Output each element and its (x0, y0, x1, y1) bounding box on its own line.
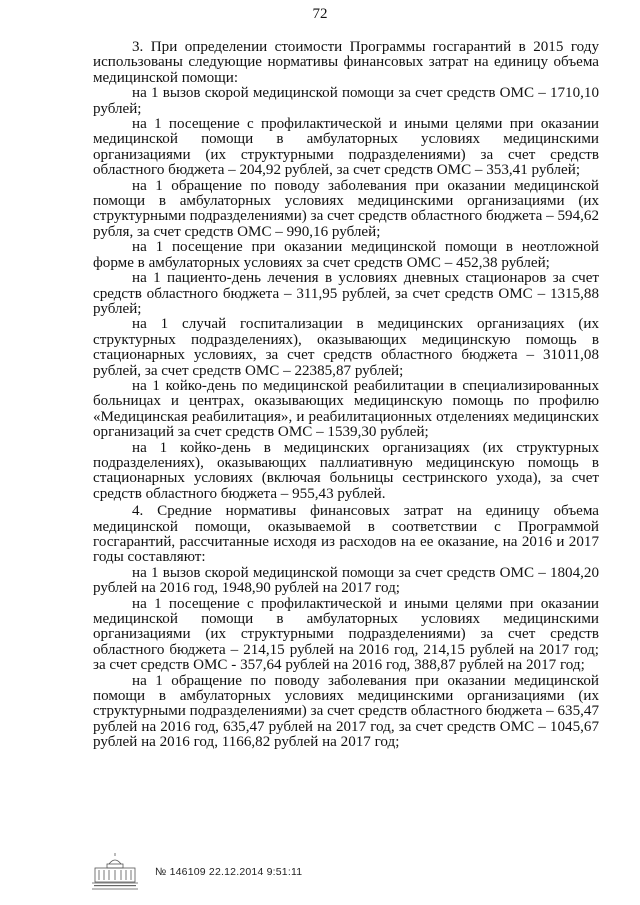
paragraph-item: на 1 обращение по поводу заболевания при оказании медицинской помощи в амбулаторных условиях медицинскими организациями (их структурными подразделениями) за счет средств областного бюджета – 594,62 рубля, за счет средств ОМС – 990,16 рублей; (93, 177, 599, 240)
paragraph-item: на 1 койко-день в медицинских организациях (их структурных подразделениях), оказывающих паллиативную медицинскую помощь в стационарных условиях (включая больницы сестринского ухода), за счет средств областного бюджета – 955,43 рублей. (93, 439, 599, 502)
paragraph-item: на 1 посещение с профилактической и иными целями при оказании медицинской помощи в амбулаторных условиях медицинскими организациями (их структурными подразделениями) за счет средств областного бюджета – 214,15 рублей на 2016 год, 214,15 рублей на 2017 год; за счет средств ОМС - 357,64 рублей на 2016 год, 388,87 рублей на 2017 год; (93, 595, 599, 674)
government-building-stamp-icon (89, 852, 141, 892)
paragraph-item: на 1 пациенто-день лечения в условиях дневных стационаров за счет средств областного бюджета – 311,95 рублей, за счет средств ОМС – 1315,88 рублей; (93, 270, 599, 317)
paragraph-item: на 1 случай госпитализации в медицинских организациях (их структурных подразделениях), оказывающих медицинскую помощь в стационарных условиях, за счет средств областного бюджета – 31011,08 рублей, за счет средств ОМС – 22385,87 рублей; (93, 316, 599, 379)
document-body (93, 38, 599, 751)
paragraph-item: на 1 вызов скорой медицинской помощи за счет средств ОМС – 1804,20 рублей на 2016 год, 1948,90 рублей на 2017 год; (93, 564, 599, 597)
paragraph-item: на 1 обращение по поводу заболевания при оказании медицинской помощи в амбулаторных условиях медицинскими организациями (их структурными подразделениями) за счет средств областного бюджета – 635,47 рублей на 2016 год, 635,47 рублей на 2017 год, за счет средств ОМС – 1045,67 рублей на 2016 год, 1166,82 рублей на 2017 год; (93, 672, 599, 751)
paragraph-item: на 1 койко-день по медицинской реабилитации в специализированных больницах и центрах, оказывающих медицинскую помощь по профилю «Медицинская реабилитация», и реабилитационных отделениях медицинских организаций за счет средств ОМС – 1539,30 рублей; (93, 377, 599, 441)
document-registration-number: № 146109 22.12.2014 9:51:11 (155, 866, 303, 878)
page-number: 72 (312, 6, 328, 22)
paragraph-item: на 1 посещение с профилактической и иными целями при оказании медицинской помощи в амбулаторных условиях медицинскими организациями (их структурными подразделениями) за счет средств областного бюджета – 204,92 рублей, за счет средств ОМС – 353,41 рублей; (93, 116, 599, 179)
paragraph-item: на 1 вызов скорой медицинской помощи за счет средств ОМС – 1710,10 рублей; (93, 85, 599, 117)
paragraph-section-4: 4. Средние нормативы финансовых затрат на единицу объема медицинской помощи, оказываемой в соответствии с Программой госгарантий, рассчитанные исходя из расходов на ее оказание, на 2016 и 2017 годы составляют: (93, 503, 599, 566)
paragraph-section-3: 3. При определении стоимости Программы госгарантий в 2015 году использованы следующие нормативы финансовых затрат на единицу объема медицинской помощи: (93, 39, 599, 86)
document-footer (89, 852, 389, 892)
paragraph-item: на 1 посещение при оказании медицинской помощи в неотложной форме в амбулаторных условиях за счет средств ОМС – 452,38 рублей; (93, 239, 599, 271)
